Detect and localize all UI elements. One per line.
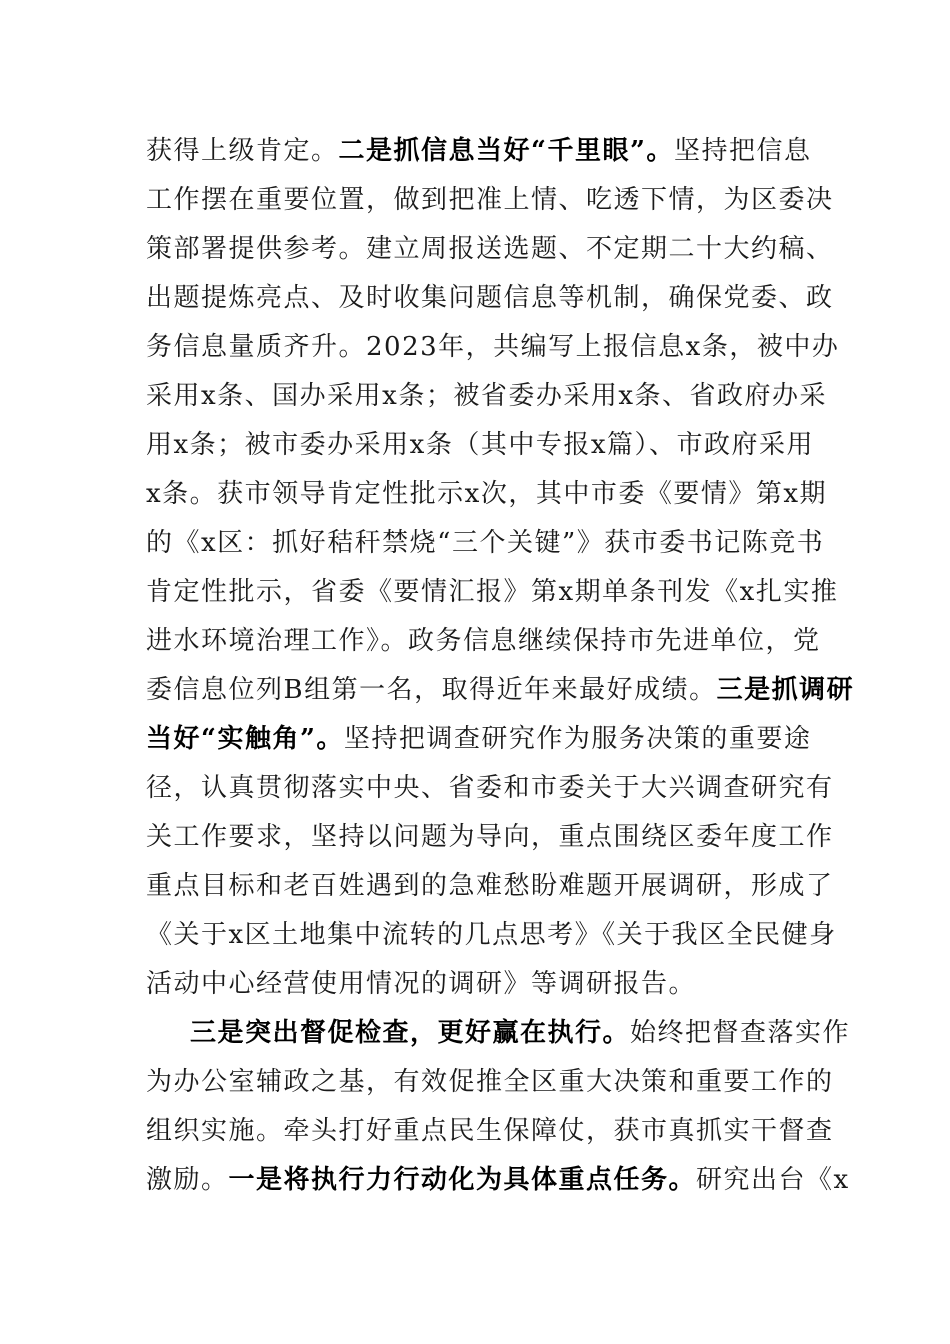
- text-line-10: [146, 568, 839, 617]
- text-line-21: [146, 1107, 834, 1156]
- text-run: 进水环境治理工作》。政务信息继续保持市先进单位，党: [146, 626, 821, 656]
- text-run: 《关于x区土地集中流转的几点思考》《关于我区全民健身: [146, 920, 837, 950]
- bold-heading: 二是抓信息当好“千里眼”。: [338, 136, 674, 166]
- text-line-5: [146, 323, 840, 372]
- text-run: 组织实施。牵头打好重点民生保障仗，获市真抓实干督查: [146, 1116, 834, 1146]
- text-run: 用x条；被市委办采用x条（其中专报x篇）、市政府采用: [146, 430, 814, 460]
- bold-heading: 三是突出督促检查，更好赢在执行。: [190, 1018, 631, 1048]
- text-line-15: [146, 813, 834, 862]
- text-line-14: [146, 764, 834, 813]
- text-run: 委信息位列B组第一名，取得近年来最好成绩。: [146, 675, 717, 705]
- text-line-12: [146, 666, 855, 715]
- text-line-16: [146, 862, 834, 911]
- text-line-18: [146, 960, 806, 1009]
- text-run: 肯定性批示，省委《要情汇报》第x期单条刊发《x扎实推: [146, 577, 839, 607]
- bold-heading: 当好“实触角”。: [146, 724, 344, 754]
- bold-heading: 三是抓调研: [716, 675, 855, 705]
- text-run: 坚持把调查研究作为服务决策的重要途: [343, 724, 812, 754]
- text-run: 关工作要求，坚持以问题为导向，重点围绕区委年度工作: [146, 822, 834, 852]
- text-line-17: [146, 911, 837, 960]
- text-line-8: [146, 470, 827, 519]
- text-run: 重点目标和老百姓遇到的急难愁盼难题开展调研，形成了: [146, 871, 834, 901]
- text-run: 获得上级肯定。: [146, 136, 339, 166]
- text-line-2: [146, 176, 834, 225]
- bold-heading: 一是将执行力行动化为具体重点任务。: [228, 1165, 697, 1195]
- text-run: 工作摆在重要位置，做到把准上情、吃透下情，为区委决: [146, 185, 834, 215]
- text-run: 径，认真贯彻落实中央、省委和市委关于大兴调查研究有: [146, 773, 834, 803]
- text-line-4: [146, 274, 834, 323]
- text-run: 始终把督查落实作: [630, 1018, 851, 1048]
- text-line-1: [146, 127, 812, 176]
- text-line-19: [146, 1009, 851, 1058]
- text-run: 为办公室辅政之基，有效促推全区重大决策和重要工作的: [146, 1067, 834, 1097]
- body-text: [146, 127, 855, 1205]
- text-run: 出题提炼亮点、及时收集问题信息等机制，确保党委、政: [146, 283, 834, 313]
- text-run: 的《x区：抓好秸秆禁烧“三个关键”》获市委书记陈竞书: [146, 528, 825, 558]
- text-line-9: [146, 519, 825, 568]
- text-line-3: [146, 225, 834, 274]
- text-run: 研究出台《x: [696, 1165, 850, 1195]
- text-run: 活动中心经营使用情况的调研》等调研报告。: [146, 969, 697, 999]
- text-line-11: [146, 617, 821, 666]
- text-run: x条。获市领导肯定性批示x次，其中市委《要情》第x期: [146, 479, 827, 509]
- text-line-7: [146, 421, 814, 470]
- text-run: 激励。: [146, 1165, 229, 1195]
- text-run: 坚持把信息: [673, 136, 812, 166]
- text-line-13: [146, 715, 812, 764]
- text-line-20: [146, 1058, 834, 1107]
- text-run: 务信息量质齐升。2023年，共编写上报信息x条，被中办: [146, 332, 840, 362]
- text-run: 采用x条、国办采用x条；被省委办采用x条、省政府办采: [146, 381, 827, 411]
- text-line-22: [146, 1156, 850, 1205]
- text-line-6: [146, 372, 827, 421]
- text-run: 策部署提供参考。建立周报送选题、不定期二十大约稿、: [146, 234, 834, 264]
